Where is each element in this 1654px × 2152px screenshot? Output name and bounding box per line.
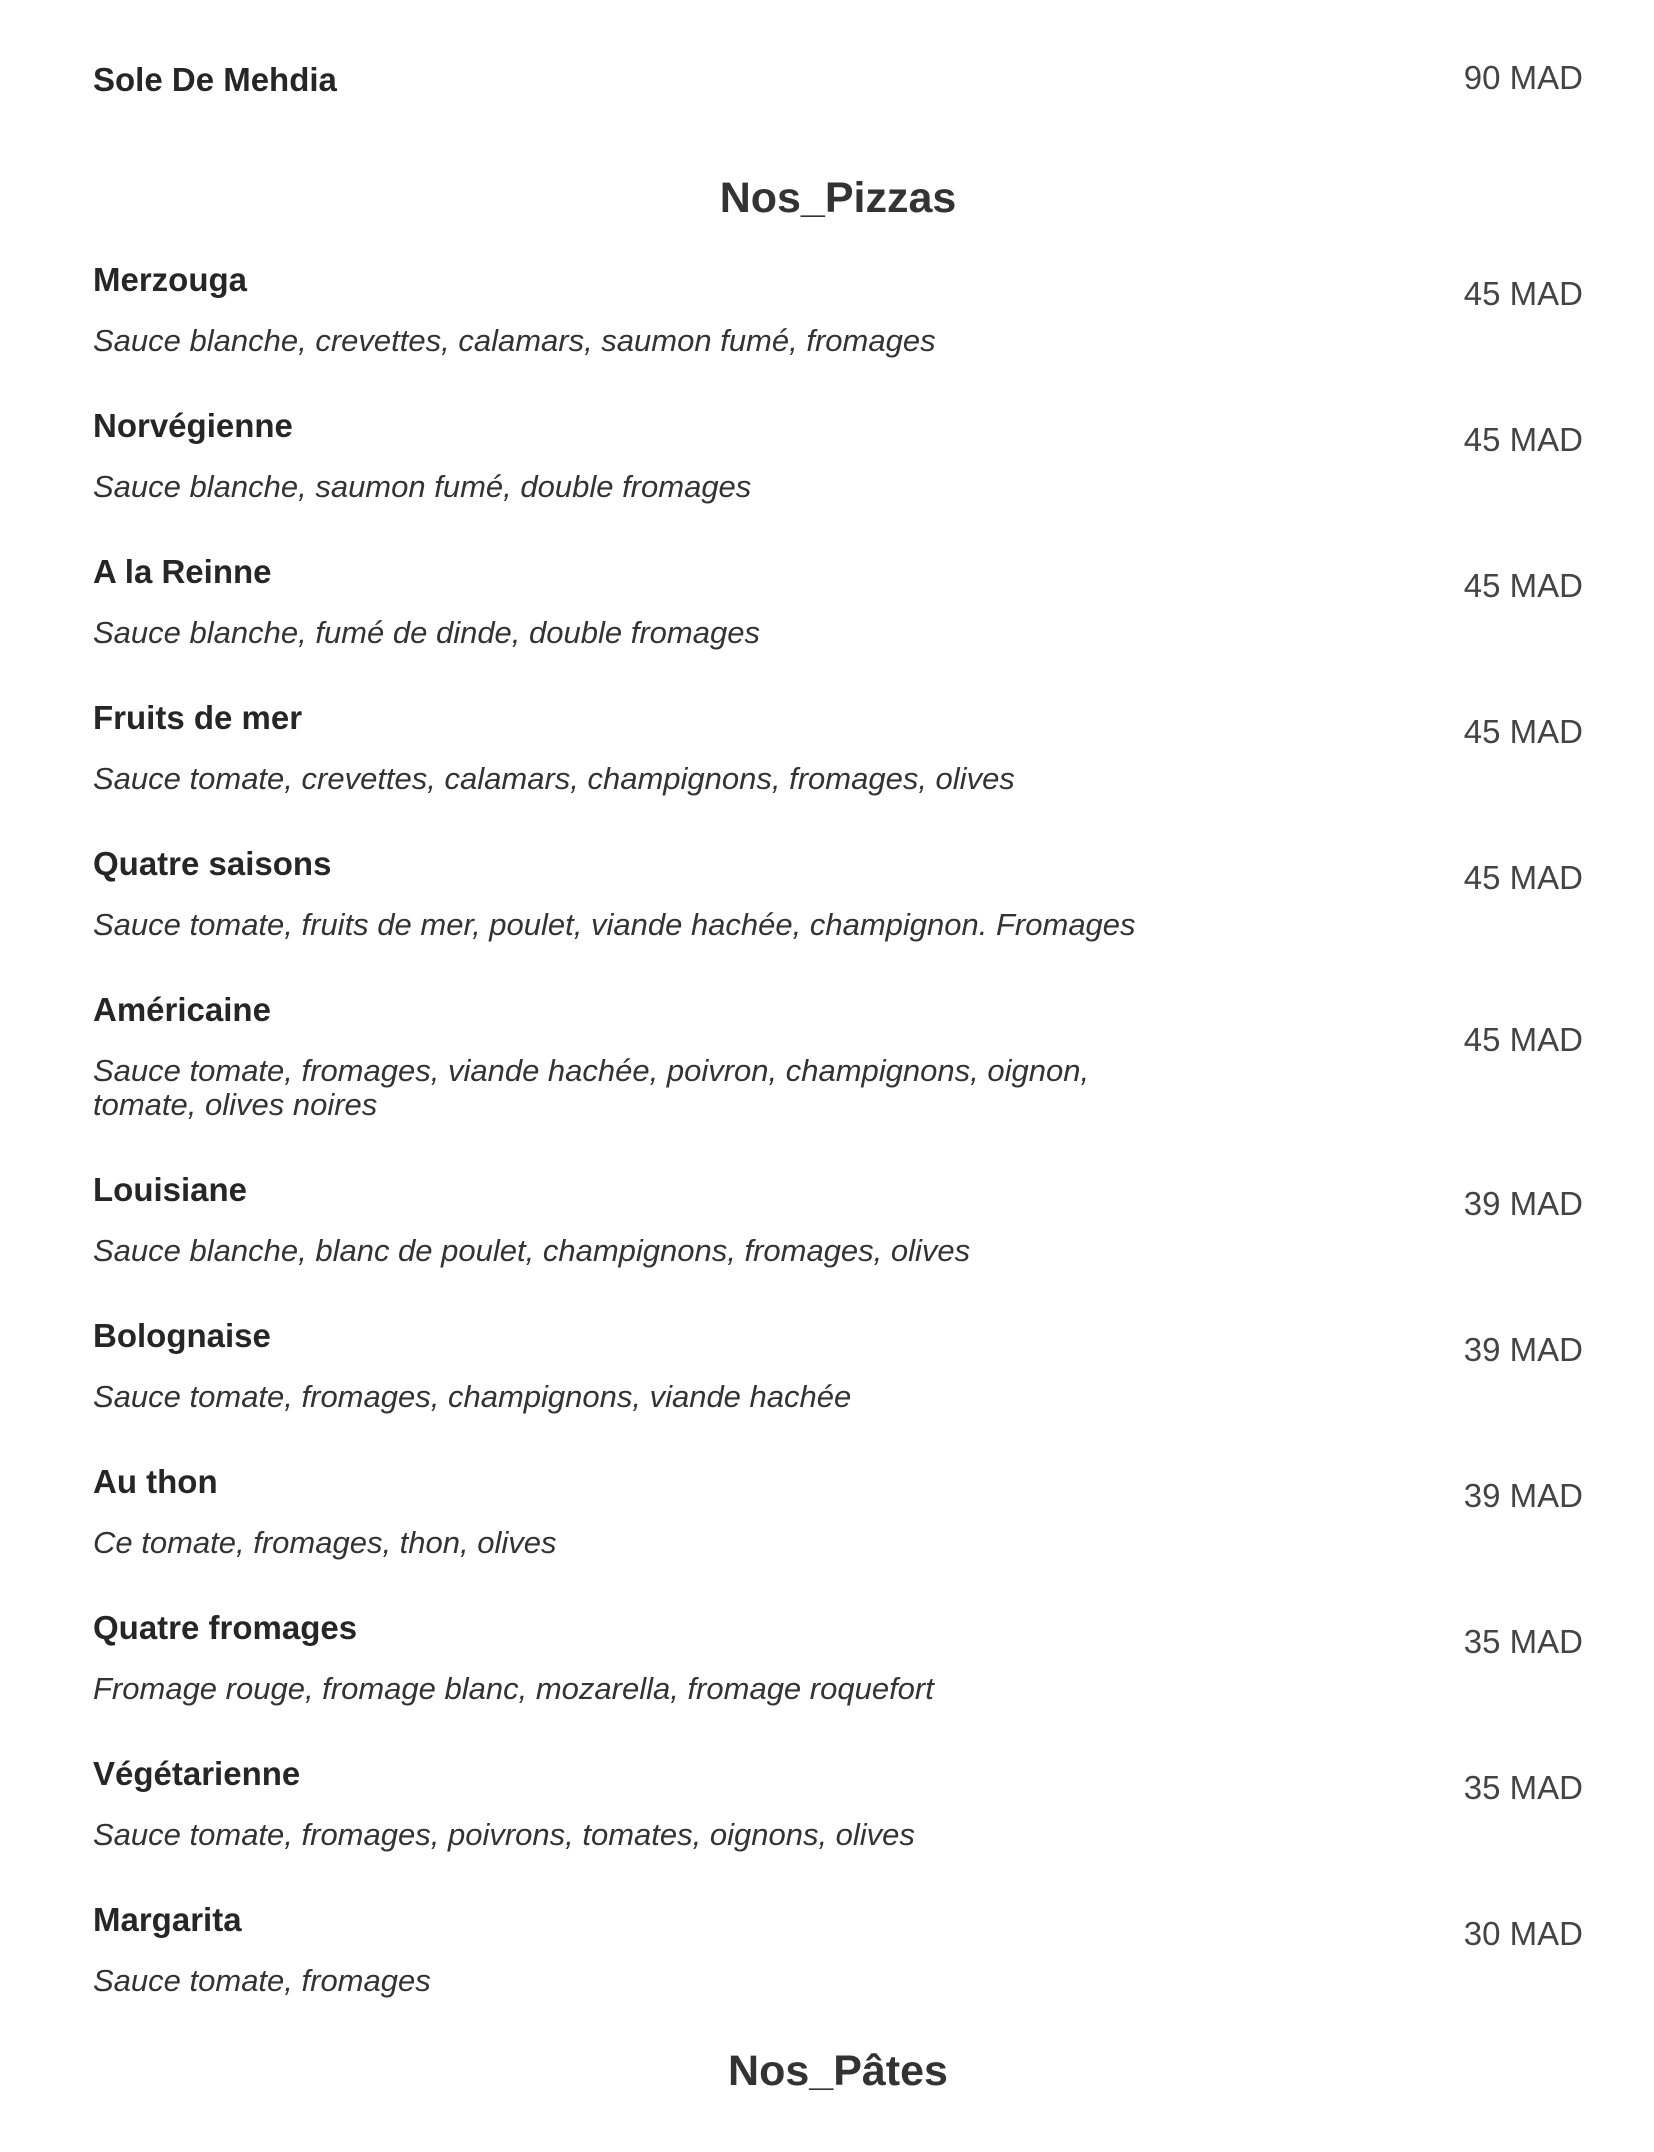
item-name: Louisiane — [93, 1171, 248, 1208]
menu-item — [93, 698, 1583, 844]
item-price: 90 MAD — [1463, 59, 1583, 96]
menu-item — [93, 844, 1583, 990]
item-name: Végétarienne — [93, 1755, 301, 1792]
item-description: Ce tomate, fromages, thon, olives — [93, 1525, 557, 1560]
menu-item — [93, 1462, 1583, 1608]
menu-item — [93, 990, 1583, 1170]
section-title-pates: Nos_Pâtes — [728, 2047, 948, 2095]
menu-item — [93, 406, 1583, 552]
item-name: Américaine — [93, 991, 271, 1028]
item-price: 39 MAD — [1463, 1185, 1583, 1222]
menu-item — [93, 1900, 1583, 2046]
item-price: 30 MAD — [1463, 1915, 1583, 1952]
menu-item — [93, 260, 1583, 406]
item-name: Sole De Mehdia — [93, 61, 337, 98]
item-description: Sauce blanche, blanc de poulet, champignons, fromages, olives — [93, 1233, 971, 1268]
menu-item — [93, 1754, 1583, 1900]
item-name: Quatre saisons — [93, 845, 332, 882]
menu-item — [93, 1608, 1583, 1754]
item-price: 45 MAD — [1463, 275, 1583, 312]
item-price: 45 MAD — [1463, 1021, 1583, 1058]
item-name: Margarita — [93, 1901, 242, 1938]
item-name: Bolognaise — [93, 1317, 271, 1354]
item-name: Au thon — [93, 1463, 218, 1500]
item-price: 39 MAD — [1463, 1477, 1583, 1514]
item-name: Norvégienne — [93, 407, 293, 444]
item-description: Sauce tomate, fruits de mer, poulet, viande hachée, champignon. Fromages — [93, 907, 1136, 942]
item-name: Merzouga — [93, 261, 248, 298]
item-description: Sauce tomate, crevettes, calamars, champignons, fromages, olives — [93, 761, 1015, 796]
pizza-list — [93, 260, 1583, 2046]
item-description: Fromage rouge, fromage blanc, mozarella, fromage roquefort — [93, 1671, 934, 1706]
menu-item — [93, 552, 1583, 698]
item-price: 35 MAD — [1463, 1769, 1583, 1806]
item-name: Fruits de mer — [93, 699, 303, 736]
item-price: 45 MAD — [1463, 567, 1583, 604]
section-title-pizzas: Nos_Pizzas — [719, 174, 957, 222]
item-description: Sauce tomate, fromages, poivrons, tomates, oignons, olives — [93, 1817, 915, 1852]
menu-item-sole-de-mehdia — [93, 60, 1583, 100]
item-name: Quatre fromages — [93, 1609, 358, 1646]
item-price: 45 MAD — [1463, 421, 1583, 458]
item-price: 35 MAD — [1463, 1623, 1583, 1660]
item-description: Sauce tomate, fromages — [93, 1963, 431, 1998]
item-description: Sauce blanche, saumon fumé, double fromages — [93, 469, 752, 504]
item-name: A la Reinne — [93, 553, 272, 590]
item-description: Sauce tomate, fromages, viande hachée, poivron, champignons, oignon, tomate, olives noires — [93, 1053, 1090, 1122]
item-description: Sauce blanche, crevettes, calamars, saumon fumé, fromages — [93, 323, 936, 358]
menu-item — [93, 1170, 1583, 1316]
menu-item — [93, 1316, 1583, 1462]
item-price: 45 MAD — [1463, 859, 1583, 896]
item-description: Sauce tomate, fromages, champignons, viande hachée — [93, 1379, 852, 1414]
item-price: 45 MAD — [1463, 713, 1583, 750]
item-price: 39 MAD — [1463, 1331, 1583, 1368]
item-description: Sauce blanche, fumé de dinde, double fromages — [93, 615, 760, 650]
